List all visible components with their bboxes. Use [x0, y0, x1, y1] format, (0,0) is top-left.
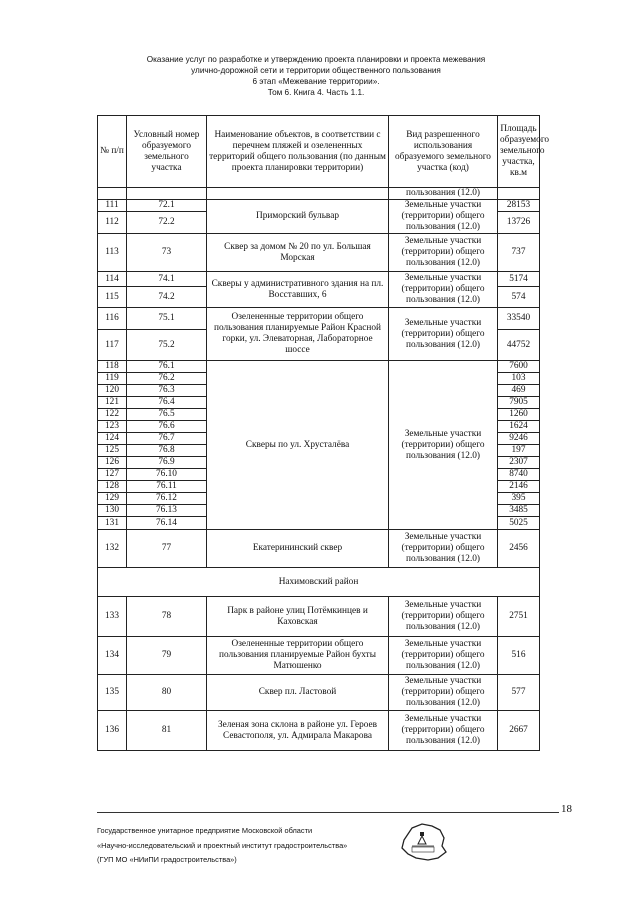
row-num: 129 [98, 493, 127, 505]
row-cond: 76.8 [127, 445, 207, 457]
row-cond: 77 [127, 530, 207, 568]
row-cond: 76.12 [127, 493, 207, 505]
use-cell: Земельные участки (территории) общего пользования (12.0) [389, 530, 498, 568]
row-cond: 76.7 [127, 433, 207, 445]
row-cond: 78 [127, 597, 207, 637]
row-num: 124 [98, 433, 127, 445]
row-cond: 75.1 [127, 308, 207, 330]
footer [97, 824, 347, 868]
table-header-row [98, 116, 540, 188]
table-row [98, 361, 540, 373]
row-num: 114 [98, 272, 127, 287]
row-num: 128 [98, 481, 127, 493]
row-cond: 76.2 [127, 373, 207, 385]
col-header-num: № п/п [98, 116, 127, 188]
row-area: 2146 [498, 481, 540, 493]
row-area: 44752 [498, 330, 540, 361]
row-cond: 76.5 [127, 409, 207, 421]
row-area: 7905 [498, 397, 540, 409]
row-num: 120 [98, 385, 127, 397]
land-plots-table [97, 115, 550, 751]
row-area: 9246 [498, 433, 540, 445]
row-cond: 76.11 [127, 481, 207, 493]
row-num: 131 [98, 517, 127, 530]
row-num: 134 [98, 637, 127, 675]
use-cell: Земельные участки (территории) общего пользования (12.0) [389, 200, 498, 234]
row-num: 132 [98, 530, 127, 568]
row-num: 112 [98, 212, 127, 234]
row-area: 8740 [498, 469, 540, 481]
col-header-cond: Условный номер образуемого земельного участка [127, 116, 207, 188]
row-num: 125 [98, 445, 127, 457]
object-name: Екатерининский сквер [207, 530, 389, 568]
use-cell: Земельные участки (территории) общего пользования (12.0) [389, 597, 498, 637]
header-line-2: улично-дорожной сети и территории общественного пользования [191, 66, 441, 75]
col-header-name: Наименование объектов, в соответствии с перечнем пляжей и озелененных территорий общего пользования (по данным проекта планировки территории) [207, 116, 389, 188]
col-header-area: Площадь образуемого земельного участка, кв.м [498, 116, 540, 188]
row-num: 126 [98, 457, 127, 469]
object-name: Зеленая зона склона в районе ул. Героев Севастополя, ул. Адмирала Макарова [207, 711, 389, 751]
institute-logo-icon [398, 822, 450, 862]
row-num: 122 [98, 409, 127, 421]
header-line-3: 6 этап «Межевание территории». [252, 77, 380, 86]
row-area: 5025 [498, 517, 540, 530]
row-area: 3485 [498, 505, 540, 517]
object-name: Озелененные территории общего пользования планируемые Район бухты Матюшенко [207, 637, 389, 675]
row-cond: 80 [127, 675, 207, 711]
use-cell: Земельные участки (территории) общего пользования (12.0) [389, 675, 498, 711]
use-cell: Земельные участки (территории) общего пользования (12.0) [389, 711, 498, 751]
footer-line-2: «Научно-исследовательский и проектный институт градостроительства» [97, 840, 348, 850]
table-row [98, 675, 540, 711]
object-name: Скверы у административного здания на пл. Восставших, 6 [207, 272, 389, 308]
use-cell: Земельные участки (территории) общего пользования (12.0) [389, 361, 498, 530]
table-row [98, 711, 540, 751]
row-cond: 72.1 [127, 200, 207, 212]
header-line-4: Том 6. Книга 4. Часть 1.1. [267, 88, 365, 97]
row-cond: 79 [127, 637, 207, 675]
row-cond: 73 [127, 234, 207, 272]
row-cond: 75.2 [127, 330, 207, 361]
document-header [0, 54, 632, 98]
use-cell: пользования (12.0) [389, 188, 498, 200]
row-area: 13726 [498, 212, 540, 234]
continuation-row [98, 188, 540, 200]
row-cond: 76.1 [127, 361, 207, 373]
row-num: 127 [98, 469, 127, 481]
row-num: 136 [98, 711, 127, 751]
row-num: 130 [98, 505, 127, 517]
row-cond: 76.14 [127, 517, 207, 530]
row-area: 197 [498, 445, 540, 457]
row-area: 574 [498, 287, 540, 308]
header-line-1: Оказание услуг по разработке и утверждению проекта планировки и проекта межевания [146, 55, 486, 64]
row-area: 33540 [498, 308, 540, 330]
row-num: 118 [98, 361, 127, 373]
row-area: 516 [498, 637, 540, 675]
row-cond: 76.10 [127, 469, 207, 481]
footer-divider [97, 812, 559, 813]
use-cell: Земельные участки (территории) общего пользования (12.0) [389, 272, 498, 308]
row-cond: 81 [127, 711, 207, 751]
region-row [98, 568, 540, 597]
object-name: Приморский бульвар [207, 200, 389, 234]
row-num: 121 [98, 397, 127, 409]
table-row [98, 272, 540, 287]
row-cond: 76.6 [127, 421, 207, 433]
region-title: Нахимовский район [98, 568, 540, 597]
row-area: 577 [498, 675, 540, 711]
row-area: 103 [498, 373, 540, 385]
row-cond: 76.13 [127, 505, 207, 517]
row-num: 119 [98, 373, 127, 385]
row-cond: 76.9 [127, 457, 207, 469]
table-row [98, 234, 540, 272]
row-area: 2751 [498, 597, 540, 637]
row-num: 135 [98, 675, 127, 711]
footer-line-1: Государственное унитарное предприятие Московской области [97, 826, 313, 835]
row-area: 2307 [498, 457, 540, 469]
table-row [98, 200, 540, 212]
row-num: 115 [98, 287, 127, 308]
row-area: 1624 [498, 421, 540, 433]
row-num: 123 [98, 421, 127, 433]
row-cond: 76.4 [127, 397, 207, 409]
row-area: 7600 [498, 361, 540, 373]
use-cell: Земельные участки (территории) общего пользования (12.0) [389, 234, 498, 272]
table-row [98, 637, 540, 675]
row-cond: 76.3 [127, 385, 207, 397]
use-cell: Земельные участки (территории) общего пользования (12.0) [389, 637, 498, 675]
row-num: 116 [98, 308, 127, 330]
row-area: 737 [498, 234, 540, 272]
row-num: 113 [98, 234, 127, 272]
table-row [98, 530, 540, 568]
object-name: Скверы по ул. Хрусталёва [207, 361, 389, 530]
row-cond: 74.2 [127, 287, 207, 308]
footer-line-3: (ГУП МО «НИиПИ градостроительства») [97, 855, 237, 864]
table-row [98, 308, 540, 330]
row-num: 117 [98, 330, 127, 361]
row-num: 133 [98, 597, 127, 637]
use-cell: Земельные участки (территории) общего пользования (12.0) [389, 308, 498, 361]
row-area: 1260 [498, 409, 540, 421]
row-area: 469 [498, 385, 540, 397]
row-area: 5174 [498, 272, 540, 287]
object-name: Сквер пл. Ластовой [207, 675, 389, 711]
object-name: Озелененные территории общего пользования планируемые Район Красной горки, ул. Элеваторная, Лабораторное шоссе [207, 308, 389, 361]
object-name: Парк в районе улиц Потёмкинцев и Каховская [207, 597, 389, 637]
object-name: Сквер за домом № 20 по ул. Большая Морская [207, 234, 389, 272]
row-cond: 74.1 [127, 272, 207, 287]
page-number: 18 [561, 803, 572, 815]
row-area: 2456 [498, 530, 540, 568]
col-header-use: Вид разрешенного использования образуемого земельного участка (код) [389, 116, 498, 188]
row-area: 28153 [498, 200, 540, 212]
row-num: 111 [98, 200, 127, 212]
row-cond: 72.2 [127, 212, 207, 234]
row-area: 2667 [498, 711, 540, 751]
table-row [98, 597, 540, 637]
row-area: 395 [498, 493, 540, 505]
